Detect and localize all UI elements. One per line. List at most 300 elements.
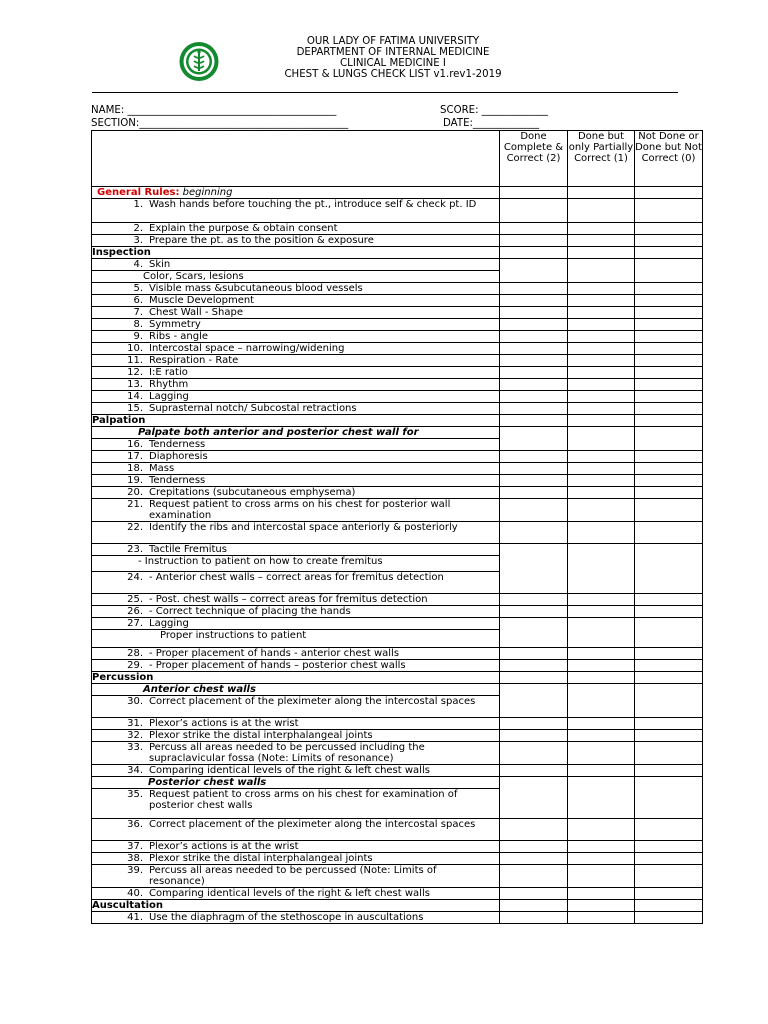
score-cell-not-done[interactable]	[635, 819, 703, 841]
score-cell-partial[interactable]	[568, 853, 635, 865]
score-cell-complete[interactable]	[500, 415, 568, 427]
item-text: - Post. chest walls – correct areas for fremitus detection	[149, 594, 428, 605]
checklist-item-cell	[92, 742, 500, 765]
score-cell-complete[interactable]	[500, 427, 568, 451]
score-cell-not-done[interactable]	[635, 684, 703, 718]
score-cell-complete[interactable]	[500, 742, 568, 765]
checklist-item-row	[92, 544, 703, 556]
checklist-item	[92, 319, 499, 330]
score-cell-partial[interactable]	[568, 283, 635, 295]
subsection-row	[92, 427, 703, 439]
score-cell-partial[interactable]	[568, 463, 635, 475]
score-cell-complete[interactable]	[500, 819, 568, 841]
score-cell-partial[interactable]	[568, 367, 635, 379]
score-cell-complete[interactable]	[500, 367, 568, 379]
score-cell-partial[interactable]	[568, 355, 635, 367]
section-row	[92, 672, 703, 684]
item-number: 26.	[127, 606, 143, 617]
item-text: Diaphoresis	[149, 451, 208, 462]
score-cell-complete[interactable]	[500, 235, 568, 247]
score-cell-not-done[interactable]	[635, 427, 703, 451]
item-number: 24.	[127, 572, 143, 583]
item-text: Crepitations (subcutaneous emphysema)	[149, 487, 356, 498]
score-cell-partial[interactable]	[568, 841, 635, 853]
checklist-item-cell	[92, 606, 500, 618]
score-cell-not-done[interactable]	[635, 672, 703, 684]
item-text: Skin	[149, 259, 171, 270]
checklist-item-row	[92, 343, 703, 355]
score-cell-complete[interactable]	[500, 777, 568, 819]
score-cell-complete[interactable]	[500, 853, 568, 865]
item-number: 41.	[127, 912, 143, 923]
score-cell-complete[interactable]	[500, 295, 568, 307]
document-header	[0, 36, 768, 80]
item-number: 32.	[127, 730, 143, 741]
section-field[interactable]: SECTION:_________________________________________	[91, 118, 349, 129]
score-cell-not-done[interactable]	[635, 355, 703, 367]
score-cell-partial[interactable]	[568, 499, 635, 522]
item-text: - Anterior chest walls – correct areas for fremitus detection	[149, 572, 444, 583]
checklist-item-cell	[92, 295, 500, 307]
score-cell-complete[interactable]	[500, 307, 568, 319]
checklist-item	[92, 544, 499, 555]
checklist-item	[92, 235, 499, 246]
score-cell-not-done[interactable]	[635, 451, 703, 463]
score-cell-complete[interactable]	[500, 463, 568, 475]
score-cell-complete[interactable]	[500, 451, 568, 463]
checklist-item-row	[92, 235, 703, 247]
checklist-item-cell	[92, 451, 500, 463]
checklist-item-row	[92, 283, 703, 295]
score-cell-not-done[interactable]	[635, 841, 703, 853]
score-cell-not-done[interactable]	[635, 853, 703, 865]
item-number: 10.	[127, 343, 143, 354]
score-cell-complete[interactable]	[500, 319, 568, 331]
score-cell-complete[interactable]	[500, 499, 568, 522]
score-cell-not-done[interactable]	[635, 544, 703, 594]
score-cell-complete[interactable]	[500, 487, 568, 499]
checklist-item-row	[92, 295, 703, 307]
checklist-item-cell	[92, 819, 500, 841]
checklist-item-cell	[92, 367, 500, 379]
section-heading: Auscultation	[92, 900, 500, 912]
score-cell-not-done[interactable]	[635, 463, 703, 475]
score-cell-complete[interactable]	[500, 672, 568, 684]
item-number: 5.	[133, 283, 143, 294]
checklist-item-cell	[92, 718, 500, 730]
checklist-item-cell	[92, 379, 500, 391]
item-number: 6.	[133, 295, 143, 306]
checklist-item	[92, 841, 499, 852]
checklist-item	[92, 865, 499, 887]
item-number: 12.	[127, 367, 143, 378]
score-cell-not-done[interactable]	[635, 259, 703, 283]
general-rules-cell	[92, 187, 500, 199]
score-cell-complete[interactable]	[500, 522, 568, 544]
score-cell-complete[interactable]	[500, 223, 568, 235]
score-cell-partial[interactable]	[568, 307, 635, 319]
item-number: 25.	[127, 594, 143, 605]
item-text: Mass	[149, 463, 175, 474]
score-cell-not-done[interactable]	[635, 865, 703, 888]
item-number: 36.	[127, 819, 143, 830]
score-cell-complete[interactable]	[500, 283, 568, 295]
general-rules-suffix: beginning	[182, 187, 233, 198]
score-cell-partial[interactable]	[568, 331, 635, 343]
score-cell-partial[interactable]	[568, 319, 635, 331]
column-header-not-done: Not Done or Done but Not Correct (0)	[635, 131, 703, 187]
item-number: 9.	[133, 331, 143, 342]
section-heading: Percussion	[92, 672, 500, 684]
score-cell-complete[interactable]	[500, 391, 568, 403]
item-number: 38.	[127, 853, 143, 864]
course-name: CLINICAL MEDICINE I	[340, 58, 446, 69]
score-cell-partial[interactable]	[568, 522, 635, 544]
item-text: Plexor’s actions is at the wrist	[149, 841, 299, 852]
score-cell-not-done[interactable]	[635, 730, 703, 742]
checklist-item-cell	[92, 789, 500, 819]
item-text: Tenderness	[149, 439, 206, 450]
score-cell-not-done[interactable]	[635, 295, 703, 307]
score-cell-complete[interactable]	[500, 187, 568, 199]
item-text: - Correct technique of placing the hands	[149, 606, 351, 617]
checklist-item-cell	[92, 730, 500, 742]
checklist-item-cell	[92, 331, 500, 343]
checklist-item-row	[92, 912, 703, 924]
score-cell-partial[interactable]	[568, 888, 635, 900]
score-cell-not-done[interactable]	[635, 403, 703, 415]
score-cell-not-done[interactable]	[635, 319, 703, 331]
item-column-header	[92, 131, 500, 187]
score-cell-partial[interactable]	[568, 487, 635, 499]
checklist-item	[92, 439, 499, 450]
checklist-item	[92, 742, 499, 764]
item-number: 8.	[133, 319, 143, 330]
item-text: Plexor strike the distal interphalangeal joints	[149, 853, 373, 864]
checklist-item-cell	[92, 765, 500, 777]
score-cell-partial[interactable]	[568, 765, 635, 777]
subsection-heading: Posterior chest walls	[92, 777, 500, 789]
score-cell-partial[interactable]	[568, 427, 635, 451]
checklist-item-cell	[92, 660, 500, 672]
item-number: 23.	[127, 544, 143, 555]
score-cell-partial[interactable]	[568, 660, 635, 672]
score-cell-not-done[interactable]	[635, 367, 703, 379]
score-cell-complete[interactable]	[500, 718, 568, 730]
score-cell-partial[interactable]	[568, 742, 635, 765]
column-header-complete: Done Complete & Correct (2)	[500, 131, 568, 187]
item-text: Plexor strike the distal interphalangeal joints	[149, 730, 373, 741]
score-cell-partial[interactable]	[568, 865, 635, 888]
item-continuation-text: Proper instructions to patient	[92, 630, 500, 648]
score-cell-complete[interactable]	[500, 606, 568, 618]
score-cell-partial[interactable]	[568, 912, 635, 924]
item-number: 18.	[127, 463, 143, 474]
item-number: 35.	[127, 789, 143, 800]
item-text: Suprasternal notch/ Subcostal retractions	[149, 403, 357, 414]
checklist-item-row	[92, 718, 703, 730]
score-cell-partial[interactable]	[568, 403, 635, 415]
score-cell-complete[interactable]	[500, 660, 568, 672]
score-cell-complete[interactable]	[500, 355, 568, 367]
item-number: 4.	[133, 259, 143, 270]
item-number: 19.	[127, 475, 143, 486]
score-cell-not-done[interactable]	[635, 594, 703, 606]
item-text: Ribs - angle	[149, 331, 208, 342]
item-text: Plexor’s actions is at the wrist	[149, 718, 299, 729]
score-cell-complete[interactable]	[500, 331, 568, 343]
score-cell-complete[interactable]	[500, 841, 568, 853]
score-cell-partial[interactable]	[568, 684, 635, 718]
score-cell-complete[interactable]	[500, 684, 568, 718]
score-cell-complete[interactable]	[500, 379, 568, 391]
score-cell-partial[interactable]	[568, 618, 635, 648]
checklist-item	[92, 451, 499, 462]
checklist-item-cell	[92, 199, 500, 223]
checklist-item	[92, 765, 499, 776]
subsection-heading: Anterior chest walls	[92, 684, 500, 696]
score-cell-partial[interactable]	[568, 648, 635, 660]
item-text: Explain the purpose & obtain consent	[149, 223, 338, 234]
item-text: Wash hands before touching the pt., introduce self & check pt. ID	[149, 199, 477, 210]
checklist-item-cell	[92, 522, 500, 544]
score-cell-partial[interactable]	[568, 391, 635, 403]
score-cell-complete[interactable]	[500, 259, 568, 283]
score-cell-complete[interactable]	[500, 900, 568, 912]
score-cell-complete[interactable]	[500, 912, 568, 924]
item-text: Request patient to cross arms on his chest for posterior wall examination	[149, 499, 451, 521]
score-cell-not-done[interactable]	[635, 912, 703, 924]
score-cell-partial[interactable]	[568, 475, 635, 487]
score-cell-not-done[interactable]	[635, 199, 703, 223]
score-cell-not-done[interactable]	[635, 223, 703, 235]
section-row	[92, 415, 703, 427]
score-cell-not-done[interactable]	[635, 742, 703, 765]
checklist-item	[92, 283, 499, 294]
checklist-item-row	[92, 223, 703, 235]
score-cell-not-done[interactable]	[635, 415, 703, 427]
header-divider	[92, 92, 678, 93]
score-cell-not-done[interactable]	[635, 660, 703, 672]
score-cell-complete[interactable]	[500, 475, 568, 487]
item-text: - Proper placement of hands – posterior chest walls	[149, 660, 406, 671]
score-cell-not-done[interactable]	[635, 522, 703, 544]
score-cell-complete[interactable]	[500, 343, 568, 355]
score-cell-not-done[interactable]	[635, 343, 703, 355]
score-cell-complete[interactable]	[500, 730, 568, 742]
score-cell-complete[interactable]	[500, 403, 568, 415]
checklist-item-cell	[92, 572, 500, 594]
score-cell-complete[interactable]	[500, 594, 568, 606]
item-text: Intercostal space – narrowing/widening	[149, 343, 345, 354]
checklist-item	[92, 475, 499, 486]
score-cell-not-done[interactable]	[635, 379, 703, 391]
score-cell-not-done[interactable]	[635, 247, 703, 259]
score-cell-partial[interactable]	[568, 819, 635, 841]
name-field[interactable]: NAME: _________________________________________	[91, 105, 337, 116]
item-text: Respiration - Rate	[149, 355, 239, 366]
checklist-item-row	[92, 319, 703, 331]
score-cell-not-done[interactable]	[635, 391, 703, 403]
score-cell-complete[interactable]	[500, 648, 568, 660]
score-cell-partial[interactable]	[568, 415, 635, 427]
checklist-item-cell	[92, 544, 500, 556]
checklist-item-row	[92, 259, 703, 271]
item-text: Correct placement of the pleximeter along the intercostal spaces	[149, 819, 476, 830]
university-seal-icon	[177, 41, 221, 82]
checklist-item-cell	[92, 235, 500, 247]
score-cell-not-done[interactable]	[635, 606, 703, 618]
checklist-item-row	[92, 594, 703, 606]
item-number: 11.	[127, 355, 143, 366]
score-cell-partial[interactable]	[568, 223, 635, 235]
checklist-item	[92, 463, 499, 474]
score-cell-partial[interactable]	[568, 900, 635, 912]
checklist-item-cell	[92, 307, 500, 319]
checklist-item-row	[92, 865, 703, 888]
score-cell-complete[interactable]	[500, 888, 568, 900]
item-number: 39.	[127, 865, 143, 876]
score-cell-not-done[interactable]	[635, 475, 703, 487]
item-number: 7.	[133, 307, 143, 318]
checklist-item	[92, 696, 499, 707]
score-cell-partial[interactable]	[568, 187, 635, 199]
score-cell-complete[interactable]	[500, 765, 568, 777]
item-number: 34.	[127, 765, 143, 776]
score-cell-not-done[interactable]	[635, 888, 703, 900]
score-cell-partial[interactable]	[568, 672, 635, 684]
item-number: 1.	[133, 199, 143, 210]
checklist-item	[92, 487, 499, 498]
score-cell-partial[interactable]	[568, 606, 635, 618]
score-cell-complete[interactable]	[500, 199, 568, 223]
item-continuation-text: Color, Scars, lesions	[92, 271, 500, 283]
checklist-item-row	[92, 463, 703, 475]
score-cell-not-done[interactable]	[635, 718, 703, 730]
score-field[interactable]: SCORE: _____________	[440, 105, 549, 116]
checklist-item-row	[92, 499, 703, 522]
checklist-item-cell	[92, 343, 500, 355]
checklist-item	[92, 789, 499, 811]
checklist-item	[92, 223, 499, 234]
item-text: Prepare the pt. as to the position & exposure	[149, 235, 374, 246]
score-cell-not-done[interactable]	[635, 487, 703, 499]
item-text: Chest Wall - Shape	[149, 307, 243, 318]
score-cell-not-done[interactable]	[635, 235, 703, 247]
score-cell-not-done[interactable]	[635, 331, 703, 343]
score-cell-not-done[interactable]	[635, 765, 703, 777]
checklist-item	[92, 572, 499, 583]
checklist-item-cell	[92, 355, 500, 367]
checklist-item-cell	[92, 696, 500, 718]
item-number: 13.	[127, 379, 143, 390]
general-rules-label: General Rules:	[97, 187, 180, 198]
score-cell-partial[interactable]	[568, 295, 635, 307]
score-cell-complete[interactable]	[500, 618, 568, 648]
score-cell-not-done[interactable]	[635, 618, 703, 648]
checklist-item	[92, 331, 499, 342]
section-row	[92, 247, 703, 259]
score-cell-partial[interactable]	[568, 247, 635, 259]
item-text: I:E ratio	[149, 367, 188, 378]
checklist-item-cell	[92, 865, 500, 888]
column-header-partial: Done but only Partially Correct (1)	[568, 131, 635, 187]
checklist-item	[92, 379, 499, 390]
item-text: - Proper placement of hands - anterior chest walls	[149, 648, 400, 659]
score-cell-complete[interactable]	[500, 865, 568, 888]
score-cell-partial[interactable]	[568, 259, 635, 283]
checklist-item-cell	[92, 618, 500, 630]
checklist-item-row	[92, 606, 703, 618]
score-cell-complete[interactable]	[500, 544, 568, 594]
score-cell-partial[interactable]	[568, 379, 635, 391]
checklist-item-row	[92, 853, 703, 865]
item-text: Percuss all areas needed to be percussed (Note: Limits of resonance)	[149, 865, 437, 887]
item-text: Symmetry	[149, 319, 201, 330]
checklist-item-cell	[92, 403, 500, 415]
item-continuation-text: - Instruction to patient on how to create fremitus	[92, 556, 500, 572]
date-field[interactable]: DATE:_____________	[443, 118, 540, 129]
item-number: 30.	[127, 696, 143, 707]
checklist-item	[92, 391, 499, 402]
score-cell-partial[interactable]	[568, 777, 635, 819]
checklist-item-row	[92, 403, 703, 415]
score-cell-partial[interactable]	[568, 343, 635, 355]
score-cell-partial[interactable]	[568, 544, 635, 594]
score-cell-partial[interactable]	[568, 451, 635, 463]
checklist-item	[92, 403, 499, 414]
checklist-item-row	[92, 379, 703, 391]
item-number: 15.	[127, 403, 143, 414]
item-text: Muscle Development	[149, 295, 255, 306]
checklist-item-row	[92, 522, 703, 544]
score-cell-partial[interactable]	[568, 235, 635, 247]
score-cell-partial[interactable]	[568, 718, 635, 730]
checklist-item-row	[92, 765, 703, 777]
score-cell-not-done[interactable]	[635, 777, 703, 819]
score-cell-not-done[interactable]	[635, 900, 703, 912]
score-cell-not-done[interactable]	[635, 283, 703, 295]
score-cell-complete[interactable]	[500, 247, 568, 259]
checklist-item	[92, 718, 499, 729]
checklist-item	[92, 355, 499, 366]
score-cell-not-done[interactable]	[635, 187, 703, 199]
checklist-item-row	[92, 618, 703, 630]
checklist-item	[92, 888, 499, 899]
score-cell-partial[interactable]	[568, 730, 635, 742]
item-text: Tactile Fremitus	[149, 544, 227, 555]
item-number: 20.	[127, 487, 143, 498]
checklist-item-row	[92, 355, 703, 367]
score-cell-partial[interactable]	[568, 199, 635, 223]
score-cell-not-done[interactable]	[635, 648, 703, 660]
score-cell-not-done[interactable]	[635, 499, 703, 522]
item-number: 40.	[127, 888, 143, 899]
checklist-item-cell	[92, 439, 500, 451]
item-number: 3.	[133, 235, 143, 246]
checklist-item-row	[92, 367, 703, 379]
item-text: Visible mass &subcutaneous blood vessels	[149, 283, 363, 294]
university-name: OUR LADY OF FATIMA UNIVERSITY	[306, 36, 480, 47]
checklist-item	[92, 912, 499, 923]
item-text: Lagging	[149, 618, 189, 629]
checklist-item-cell	[92, 841, 500, 853]
score-cell-not-done[interactable]	[635, 307, 703, 319]
checklist-item	[92, 648, 499, 659]
checklist-item-row	[92, 841, 703, 853]
score-cell-partial[interactable]	[568, 594, 635, 606]
checklist-item-row	[92, 391, 703, 403]
